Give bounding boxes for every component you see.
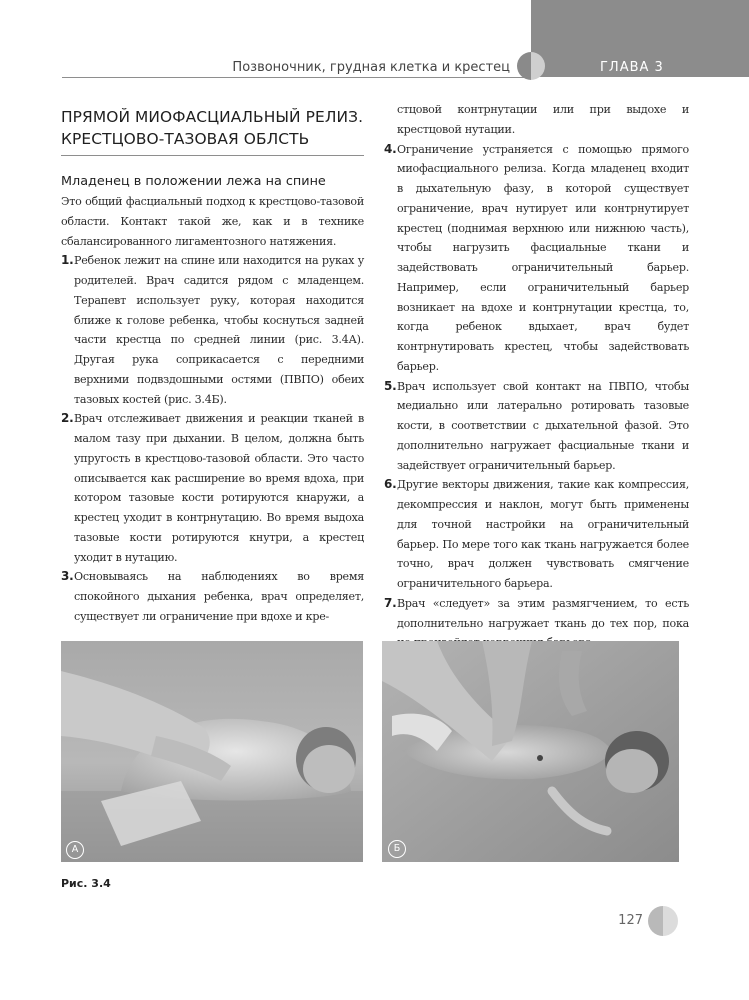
section-title-line-1: ПРЯМОЙ МИОФАСЦИАЛЬНЫЙ РЕЛИЗ.: [61, 108, 364, 126]
step-4-text: Ограничение устраняется с помощью прямого миофасциального релиза. Когда младенец входит в дыхательную фазу, в которой существует ограничение, врач нутирует или контрнутирует крестец (поднимая верхнюю или нижнюю часть), чтобы нагрузить фасциальные ткани и задействовать ограничительный барьер. Например, если ограничительный барьер возникает на вдохе и контрнутации крестца, то, когда ребенок вдыхает, врач будет контрнутировать крестец, чтобы задействовать барьер.: [397, 142, 689, 373]
step-1: [61, 251, 364, 409]
left-column: [61, 100, 364, 627]
step-4: [384, 140, 689, 377]
header-half-disc-icon: [517, 52, 545, 80]
step-3-number: 3.: [61, 569, 74, 584]
step-2-number: 2.: [61, 411, 74, 426]
step-6: [384, 475, 689, 594]
step-1-text: Ребенок лежит на спине или находится на руках у родителей. Врач садится рядом с младенцем. Терапевт использует руку, которая находится ближе к голове ребенка, чтобы коснуться задней части крестца по средней линии (рис. 3.4А). Другая рука соприкасается с передними верхними подвздошными остями (ПВПО) обеих тазовых костей (рис. 3.4Б).: [74, 254, 364, 406]
photo-a-illustration: [61, 641, 363, 862]
step-3-continued-text: стцовой контрнутации или при выдохе и крестцовой нутации.: [397, 103, 689, 136]
photo-b-label: Б: [388, 840, 406, 858]
right-column: [384, 100, 689, 653]
figure-caption: Рис. 3.4: [61, 877, 111, 890]
step-5: [384, 377, 689, 476]
photo-b: [382, 641, 679, 862]
step-2: [61, 409, 364, 567]
step-6-number: 6.: [384, 477, 397, 492]
photo-a: [61, 641, 363, 862]
subsection-title: Младенец в положении лежа на спине: [61, 174, 326, 189]
running-title: Позвоночник, грудная клетка и крестец: [232, 60, 510, 75]
section-title-line-2: КРЕСТЦОВО-ТАЗОВАЯ ОБЛСТЬ: [61, 130, 310, 148]
section-title-rule: [61, 155, 364, 156]
footer-half-disc-icon: [648, 906, 678, 936]
step-3: [61, 567, 364, 626]
step-2-text: Врач отслеживает движения и реакции тканей в малом тазу при дыхании. В целом, должна быть упругость в крестцово-тазовой области. Это часто описывается как расширение во время вдоха, при котором тазовые кости ротируются кнаружи, а крестец уходит в контрнутацию. Во время выдоха тазовые кости ротируются кнутри, а крестец уходит в нутацию.: [74, 412, 364, 564]
photo-b-illustration: [382, 641, 679, 862]
step-3-text: Основываясь на наблюдениях во время спокойного дыхания ребенка, врач определяет, существует ли ограничение при вдохе и кре-: [74, 570, 364, 623]
step-1-number: 1.: [61, 253, 74, 268]
photo-a-label: А: [66, 841, 84, 859]
step-4-number: 4.: [384, 141, 397, 156]
step-5-number: 5.: [384, 378, 397, 393]
step-5-text: Врач использует свой контакт на ПВПО, чтобы медиально или латерально ротировать тазовые кости, в соответствии с дыхательной фазой. Это дополнительно нагружает фасциальные ткани и задействует ограничительный барьер.: [397, 379, 689, 472]
page-number: 127: [618, 913, 643, 928]
section-title: [61, 106, 364, 150]
step-3-continued: [384, 100, 689, 140]
header-rule: [62, 77, 529, 78]
step-6-text: Другие векторы движения, такие как компрессия, декомпрессия и наклон, могут быть применены для точной настройки на ограничительный барьер. По мере того как ткань нагружается более точно, врач должен чувствовать смягчение ограничительного барьера.: [397, 478, 689, 590]
step-7-text: Врач «следует» за этим размягчением, то есть дополнительно нагружает ткань до тех пор, пока: [397, 596, 689, 630]
chapter-label: ГЛАВА 3: [600, 60, 664, 75]
intro-paragraph: Это общий фасциальный подход к крестцово-тазовой области. Контакт такой же, как и в технике сбалансированного лигаментозного натяжения.: [61, 195, 364, 248]
step-7-number: 7.: [384, 595, 397, 610]
